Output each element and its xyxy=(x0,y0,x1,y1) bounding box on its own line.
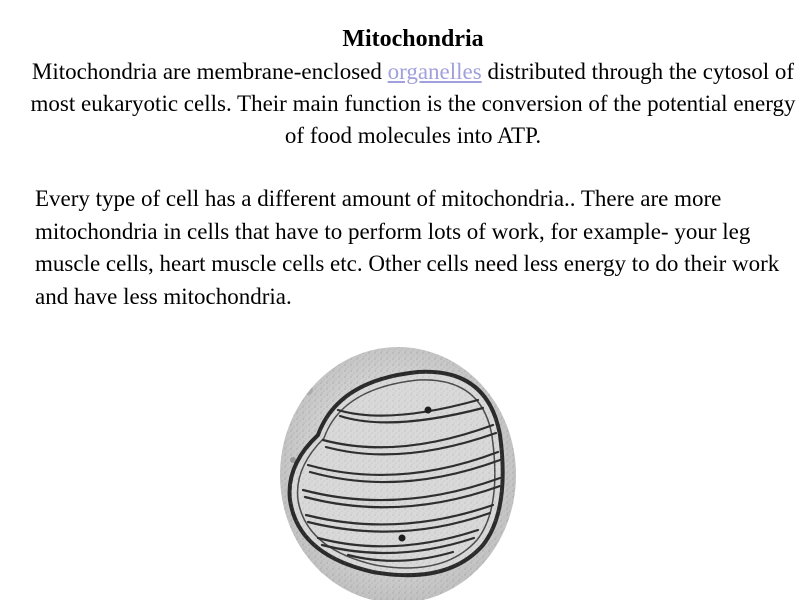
slide-title: Mitochondria xyxy=(342,26,484,52)
organelles-link[interactable]: organelles xyxy=(387,59,482,84)
matrix-granule xyxy=(425,407,432,414)
matrix-granule xyxy=(399,535,406,542)
mitochondrion-micrograph xyxy=(278,340,518,600)
intro-paragraph xyxy=(30,56,796,152)
intro-text-start: Mitochondria are membrane-enclosed xyxy=(31,59,388,84)
intro-text-end: distributed through the cytosol of most eukaryotic cells. Their main function is the conversion of the potential energy of food molecules into ATP. xyxy=(30,59,796,148)
body-paragraph: Every type of cell has a different amount of mitochondria.. There are more mitochondria in cells that have to perform lots of work, for example- your leg muscle cells, heart muscle cells etc. Other cells need less energy to do their work and have less mitochondria. xyxy=(35,186,780,309)
